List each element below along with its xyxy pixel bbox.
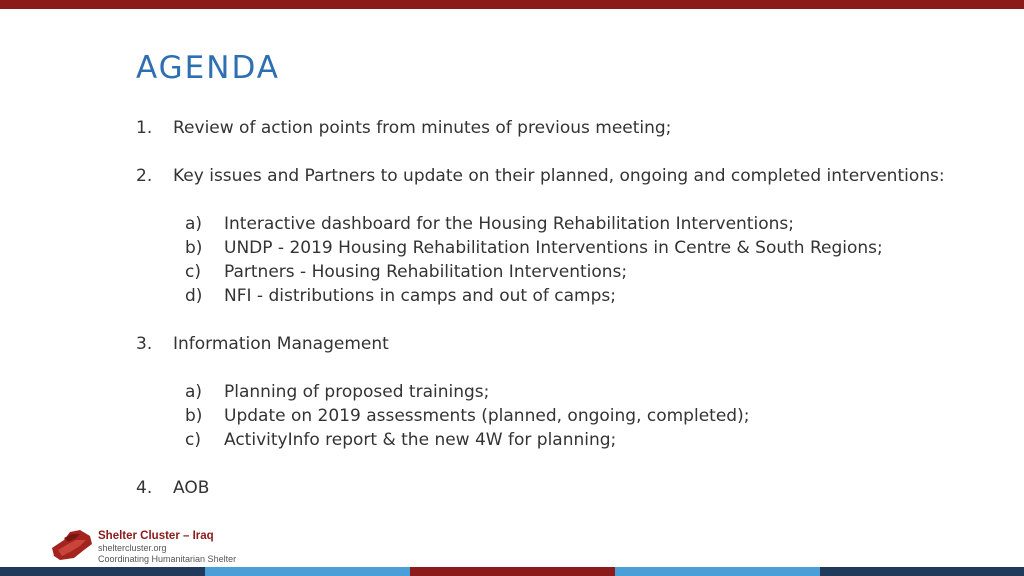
org-name: Shelter Cluster – Iraq — [98, 530, 214, 542]
bottom-color-bar — [0, 567, 1024, 576]
item-letter: b) — [185, 406, 203, 426]
item-text: UNDP - 2019 Housing Rehabilitation Interventions in Centre & South Regions; — [224, 238, 883, 258]
item-number: 3. — [136, 334, 153, 354]
item-text: Review of action points from minutes of previous meeting; — [173, 118, 672, 138]
item-letter: b) — [185, 238, 203, 258]
item-letter: c) — [185, 430, 201, 450]
bar-segment-navy — [0, 567, 205, 576]
item-text: AOB — [173, 478, 210, 498]
item-letter: c) — [185, 262, 201, 282]
shelter-hands-logo-icon — [50, 528, 94, 562]
org-tagline: Coordinating Humanitarian Shelter — [98, 554, 237, 564]
bar-segment-light-blue — [205, 567, 410, 576]
footer-branding — [98, 530, 236, 565]
item-text: NFI - distributions in camps and out of camps; — [224, 286, 616, 306]
item-text: Partners - Housing Rehabilitation Interventions; — [224, 262, 628, 282]
bar-segment-red — [410, 567, 615, 576]
page-title: AGENDA — [136, 50, 280, 86]
item-text: ActivityInfo report & the new 4W for planning; — [224, 430, 617, 450]
item-number: 2. — [136, 166, 153, 186]
bar-segment-light-blue — [615, 567, 820, 576]
org-url: sheltercluster.org — [98, 543, 167, 553]
item-number: 1. — [136, 118, 153, 138]
item-letter: a) — [185, 214, 203, 234]
item-letter: a) — [185, 382, 203, 402]
item-letter: d) — [185, 286, 203, 306]
item-text: Information Management — [173, 334, 389, 354]
item-text: Key issues and Partners to update on their planned, ongoing and completed interventions: — [173, 166, 945, 186]
item-text: Update on 2019 assessments (planned, ongoing, completed); — [224, 406, 750, 426]
bar-segment-navy — [820, 567, 1024, 576]
item-number: 4. — [136, 478, 153, 498]
item-text: Interactive dashboard for the Housing Rehabilitation Interventions; — [224, 214, 794, 234]
item-text: Planning of proposed trainings; — [224, 382, 490, 402]
